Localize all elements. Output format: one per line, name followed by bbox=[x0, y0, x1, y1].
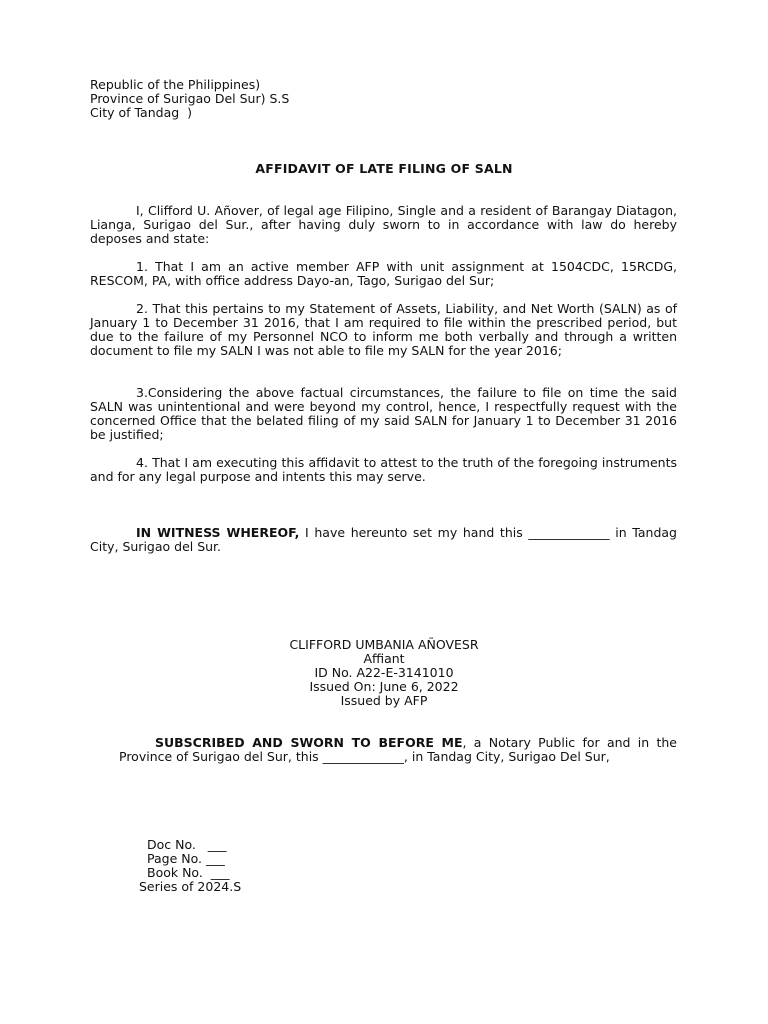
affiant-signature-block bbox=[234, 638, 534, 708]
venue-line-city: City of Tandag ) bbox=[90, 105, 192, 120]
doc-number: Doc No. ___ bbox=[147, 837, 227, 852]
witness-lead: IN WITNESS WHEREOF, bbox=[136, 525, 300, 540]
jurat-text: , a Notary Public for and in the Province of Surigao del Sur, this _____________, in Tandag City, Surigao Del Sur, bbox=[119, 735, 677, 764]
jurat-lead: SUBSCRIBED AND SWORN TO BEFORE ME bbox=[155, 735, 463, 750]
jurat-clause bbox=[119, 736, 677, 764]
affiant-name: CLIFFORD UMBANIA AÑOVESR bbox=[289, 637, 479, 652]
venue-block bbox=[90, 78, 677, 120]
paragraph-2: 2. That this pertains to my Statement of Assets, Liability, and Net Worth (SALN) as of January 1 to December 31 2016, that I am required to file within the prescribed period, but due to the failure of my Personnel NCO to inform me both verbally and through a written document to file my SALN I was not able to file my SALN for the year 2016; bbox=[90, 301, 677, 358]
affiant-issued-by: Issued by AFP bbox=[340, 693, 428, 708]
affiant-issued-on: Issued On: June 6, 2022 bbox=[309, 679, 459, 694]
venue-line-province: Province of Surigao Del Sur) S.S bbox=[90, 91, 290, 106]
affiant-id: ID No. A22-E-3141010 bbox=[314, 665, 454, 680]
notarial-register-block bbox=[139, 838, 241, 894]
paragraph-1: 1. That I am an active member AFP with unit assignment at 1504CDC, 15RCDG, RESCOM, PA, with office address Dayo-an, Tago, Surigao del Sur; bbox=[90, 259, 677, 288]
witness-clause bbox=[90, 526, 677, 554]
paragraph-4: 4. That I am executing this affidavit to attest to the truth of the foregoing instruments and for any legal purpose and intents this may serve. bbox=[90, 455, 677, 484]
page-number: Page No. ___ bbox=[147, 851, 225, 866]
venue-line-republic: Republic of the Philippines) bbox=[90, 77, 261, 92]
witness-text: I have hereunto set my hand this _____________ in Tandag City, Surigao del Sur. bbox=[90, 525, 677, 554]
document-title: AFFIDAVIT OF LATE FILING OF SALN bbox=[255, 161, 513, 176]
intro-paragraph: I, Clifford U. Añover, of legal age Filipino, Single and a resident of Barangay Diatagon, Lianga, Surigao del Sur., after having duly sworn to in accordance with law do hereby deposes and state: bbox=[90, 203, 677, 246]
affiant-role: Affiant bbox=[363, 651, 405, 666]
paragraph-3: 3.Considering the above factual circumstances, the failure to file on time the said SALN was unintentional and were beyond my control, hence, I respectfully request with the concerned Office that the belated filing of my said SALN for January 1 to December 31 2016 be justified; bbox=[90, 385, 677, 442]
book-number: Book No. ___ bbox=[147, 865, 230, 880]
series-year: Series of 2024.S bbox=[139, 879, 242, 894]
